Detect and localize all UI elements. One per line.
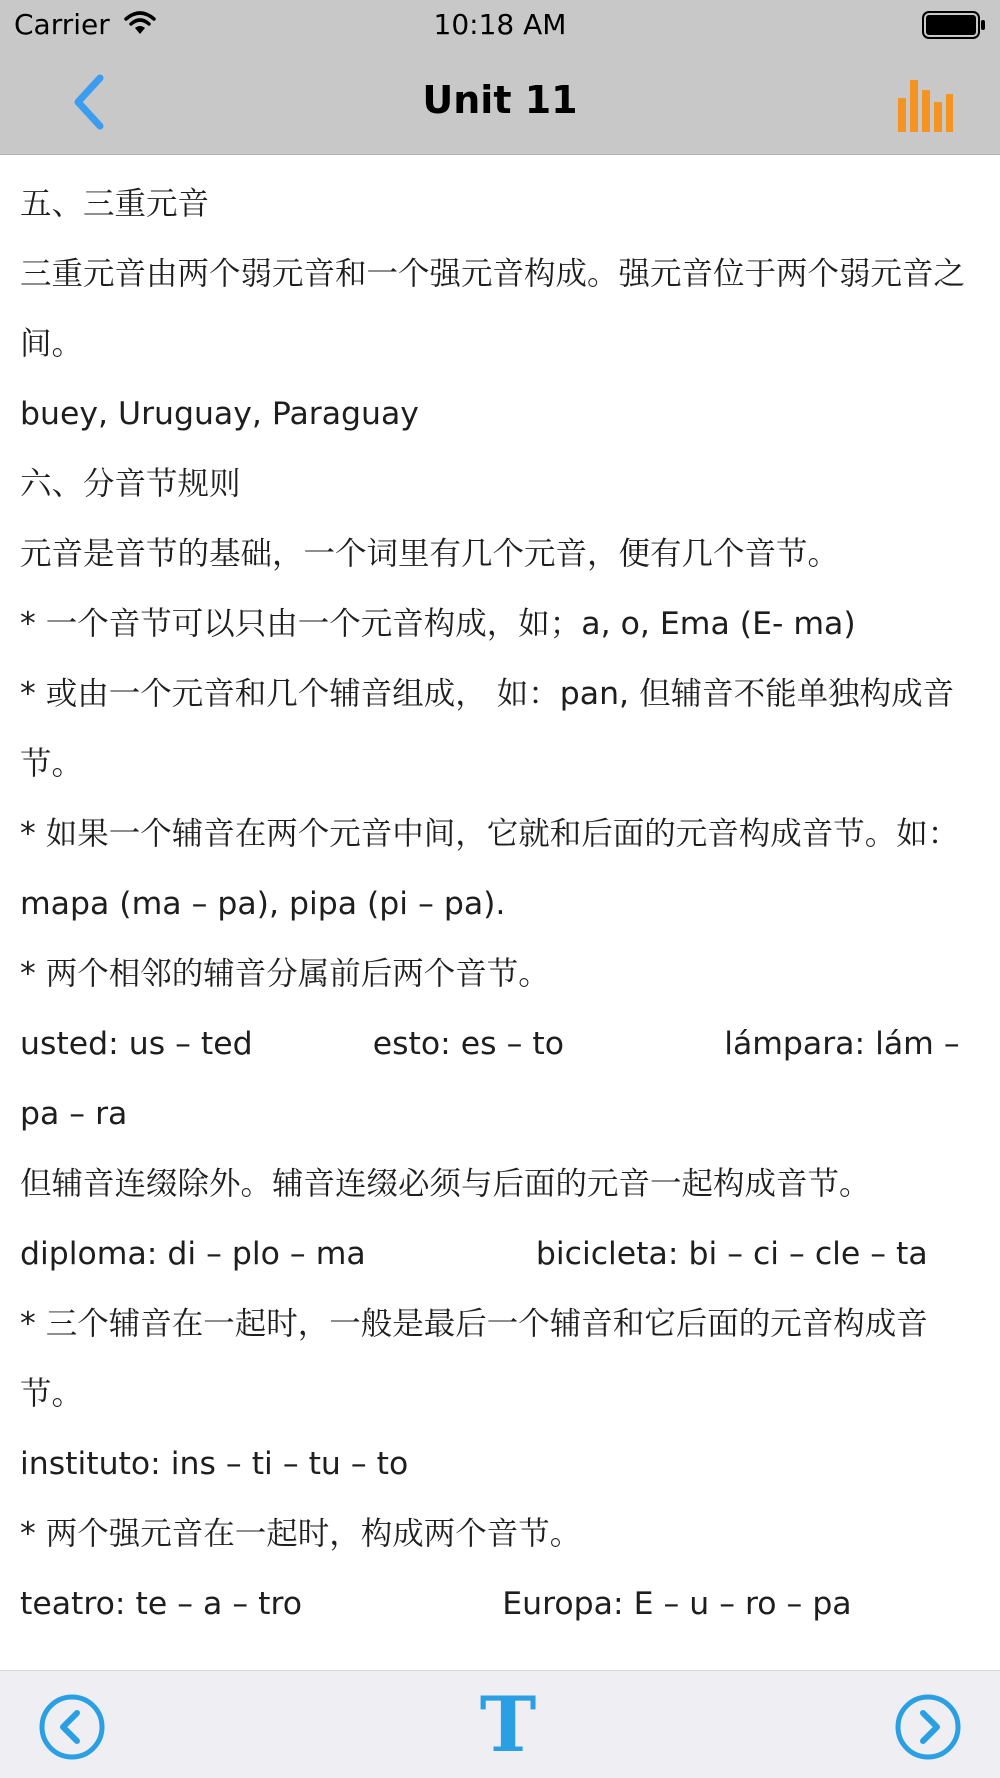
- paragraph: * 或由一个元音和几个辅音组成， 如：pan, 但辅音不能单独构成音节。: [20, 676, 955, 782]
- previous-button[interactable]: [38, 1693, 106, 1761]
- lesson-content[interactable]: [0, 155, 1000, 1670]
- circle-chevron-left-icon: [38, 1693, 106, 1761]
- battery-icon: [922, 11, 986, 43]
- paragraph: * 两个强元音在一起时，构成两个音节。: [20, 1516, 582, 1552]
- paragraph: 六、分音节规则: [20, 466, 241, 502]
- paragraph: diploma: di – plo – ma bicicleta: bi – ci – cle – ta: [20, 1236, 928, 1272]
- paragraph: 元音是音节的基础，一个词里有几个元音，便有几个音节。: [20, 536, 840, 572]
- paragraph: 但辅音连缀除外。辅音连缀必须与后面的元音一起构成音节。: [20, 1166, 871, 1202]
- paragraph: teatro: te – a – tro Europa: E – u – ro – pa: [20, 1586, 852, 1622]
- bar-chart-icon: [894, 76, 954, 136]
- carrier-label: Carrier: [14, 8, 110, 41]
- paragraph: * 三个辅音在一起时，一般是最后一个辅音和它后面的元音构成音节。: [20, 1306, 928, 1412]
- paragraph: instituto: ins – ti – tu – to: [20, 1446, 409, 1482]
- circle-chevron-right-icon: [894, 1693, 962, 1761]
- stats-button[interactable]: [894, 76, 954, 136]
- paragraph: 三重元音由两个弱元音和一个强元音构成。强元音位于两个弱元音之间。: [20, 256, 966, 362]
- paragraph: 五、三重元音: [20, 186, 210, 222]
- paragraph: * 两个相邻的辅音分属前后两个音节。: [20, 956, 550, 992]
- paragraph: * 一个音节可以只由一个元音构成，如；a, o, Ema (E- ma): [20, 606, 856, 642]
- paragraph: buey, Uruguay, Paraguay: [20, 396, 419, 432]
- status-time: 10:18 AM: [433, 8, 567, 41]
- paragraph: usted: us – ted esto: es – to lámpara: lám – pa – ra: [20, 1026, 970, 1132]
- navigation-bar: [0, 50, 1000, 155]
- status-bar: [0, 0, 1000, 50]
- paragraph: * 如果一个辅音在两个元音中间，它就和后面的元音构成音节。如：mapa (ma – pa), pipa (pi – pa).: [20, 816, 960, 922]
- page-title: Unit 11: [422, 78, 578, 122]
- font-size-button[interactable]: T: [479, 1680, 537, 1769]
- next-button[interactable]: [894, 1693, 962, 1761]
- bottom-toolbar: [0, 1670, 1000, 1778]
